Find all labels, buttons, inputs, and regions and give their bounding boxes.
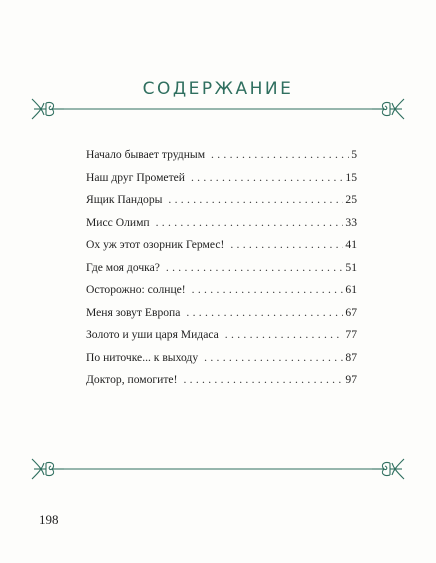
left-flourish-icon	[32, 99, 64, 119]
toc-entry-page: 77	[345, 328, 357, 341]
toc-entry[interactable]	[86, 261, 357, 284]
right-flourish-icon	[372, 459, 404, 479]
toc-entry-page: 15	[345, 170, 357, 184]
toc-entry[interactable]	[86, 306, 357, 329]
toc-entry-title: Наш друг Прометей	[86, 170, 185, 184]
dot-leader	[191, 171, 343, 184]
dot-leader	[166, 261, 344, 274]
toc-entry[interactable]	[86, 351, 357, 374]
left-flourish-icon	[32, 459, 64, 479]
page-title: СОДЕРЖАНИЕ	[142, 79, 294, 99]
toc-entry-page: 33	[345, 215, 357, 229]
table-of-contents	[86, 148, 357, 396]
toc-entry-page: 25	[345, 193, 357, 206]
toc-entry-page: 87	[345, 350, 357, 364]
dot-leader	[225, 328, 344, 341]
toc-entry-title: Ящик Пандоры	[86, 193, 163, 206]
page-number: 198	[39, 512, 59, 527]
dot-leader	[186, 306, 343, 319]
dot-leader	[183, 373, 343, 386]
dot-leader	[230, 238, 343, 251]
toc-entry[interactable]	[86, 193, 357, 216]
toc-entry-page: 41	[345, 238, 357, 251]
toc-entry[interactable]	[86, 148, 357, 171]
dot-leader	[204, 351, 343, 364]
toc-entry-title: Начало бывает трудным	[86, 148, 206, 161]
toc-entry-page: 5	[351, 148, 357, 161]
toc-entry[interactable]	[86, 373, 357, 396]
toc-entry-page: 97	[345, 373, 357, 386]
toc-entry[interactable]	[86, 216, 357, 239]
toc-entry-title: Ох уж этот озорник Гермес!	[86, 238, 225, 251]
toc-entry-title: Меня зовут Европа	[86, 305, 181, 319]
bottom-ornament-divider	[30, 455, 406, 483]
toc-entry-page: 61	[345, 283, 357, 296]
dot-leader	[156, 216, 344, 229]
toc-entry-title: Осторожно: солнце!	[86, 283, 186, 296]
toc-entry-title: Где моя дочка?	[86, 260, 160, 274]
toc-entry-title: Золото и уши царя Мидаса	[86, 328, 219, 341]
toc-entry[interactable]	[86, 283, 357, 306]
dot-leader	[211, 148, 349, 161]
toc-entry[interactable]	[86, 328, 357, 351]
toc-entry-title: Доктор, помогите!	[86, 373, 178, 386]
toc-entry-page: 67	[345, 305, 357, 319]
right-flourish-icon	[372, 99, 404, 119]
top-ornament-divider	[30, 95, 406, 123]
toc-entry[interactable]	[86, 171, 357, 194]
toc-entry-title: Мисс Олимп	[86, 215, 150, 229]
dot-leader	[192, 283, 344, 296]
toc-entry-page: 51	[345, 260, 357, 274]
dot-leader	[168, 193, 343, 206]
toc-entry-title: По ниточке... к выходу	[86, 350, 199, 364]
toc-entry[interactable]	[86, 238, 357, 261]
